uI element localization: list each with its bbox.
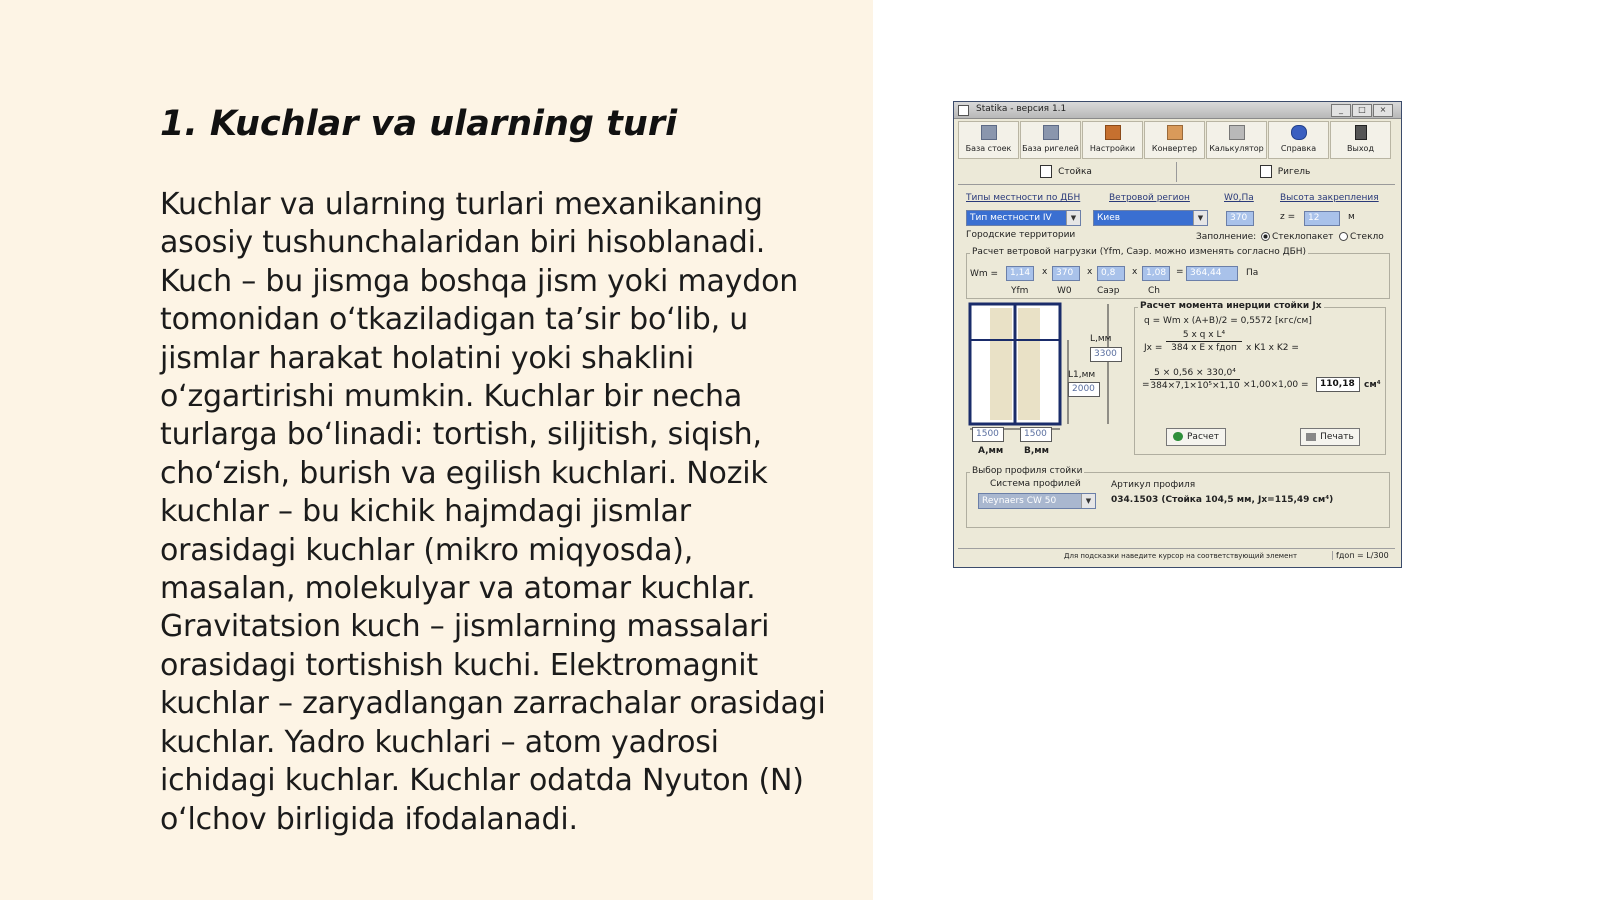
status-bar bbox=[958, 548, 1395, 564]
body-line: Kuch – bu jismga boshqa jism yoki maydon bbox=[160, 263, 799, 299]
w0-wind-field[interactable]: 370 bbox=[1052, 266, 1080, 281]
radio-selected-icon bbox=[1261, 232, 1270, 241]
body-line: tomonidan o‘tkaziladigan ta’sir bo‘lib, u bbox=[160, 302, 749, 338]
exit-icon bbox=[1355, 125, 1367, 140]
toolbar bbox=[958, 121, 1395, 159]
l-label: L,мм bbox=[1090, 334, 1112, 344]
q-formula: q = Wm x (A+B)/2 = 0,5572 [кгс/см] bbox=[1144, 316, 1312, 326]
height-link[interactable]: Высота закрепления bbox=[1280, 193, 1379, 203]
toolbar-beams-db-button[interactable]: База ригелей bbox=[1020, 121, 1081, 159]
body-line: kuchlar – bu kichik hajmdagi jismlar bbox=[160, 494, 691, 530]
wm-label: Wm = bbox=[970, 269, 999, 279]
l-field[interactable]: 3300 bbox=[1090, 347, 1122, 362]
window-titlebar[interactable] bbox=[954, 102, 1401, 119]
tab-column[interactable]: Стойка bbox=[958, 162, 1174, 182]
k-values: ×1,00×1,00 = bbox=[1243, 380, 1309, 390]
body-line: Kuchlar va ularning turlari mexanikaning bbox=[160, 187, 763, 222]
body-line: kuchlar. Yadro kuchlari – atom yadrosi bbox=[160, 724, 719, 760]
minimize-button[interactable]: _ bbox=[1331, 104, 1351, 117]
window-title: Statika - версия 1.1 bbox=[976, 104, 1067, 114]
toolbar-columns-db-button[interactable]: База стоек bbox=[958, 121, 1019, 159]
jx-unit: см⁴ bbox=[1364, 380, 1381, 390]
body-line: Gravitatsion kuch – jismlarning massalari bbox=[160, 609, 770, 645]
help-icon bbox=[1291, 125, 1307, 140]
article-value: 034.1503 (Стойка 104,5 мм, Jx=115,49 см⁴) bbox=[1111, 495, 1334, 505]
body-line: o‘zgartirishi mumkin. Kuchlar bir necha bbox=[160, 379, 743, 415]
body-line: orasidagi kuchlar (mikro miqyosda), bbox=[160, 532, 694, 568]
body-line: o‘lchov birligida ifodalanadi. bbox=[160, 801, 578, 837]
jx-label: Jx = bbox=[1144, 343, 1163, 353]
database-icon bbox=[981, 125, 997, 140]
calculate-button[interactable]: Расчет bbox=[1166, 428, 1226, 446]
toolbar-settings-button[interactable]: Настройки bbox=[1082, 121, 1143, 159]
wm-sub-w0: W0 bbox=[1057, 286, 1072, 296]
terrain-types-link[interactable]: Типы местности по ДБН bbox=[966, 193, 1081, 203]
wind-region-link[interactable]: Ветровой регион bbox=[1109, 193, 1190, 203]
profile-system-label: Система профилей bbox=[990, 479, 1081, 489]
wm-sub-caer: Саэр bbox=[1097, 286, 1120, 296]
database-icon bbox=[1043, 125, 1059, 140]
wm-sub-yfm: Yfm bbox=[1011, 286, 1029, 296]
l1-label: L1,мм bbox=[1068, 370, 1096, 380]
jx-values-fraction: 5 × 0,56 × 330,0⁴ 384×7,1×10⁵×1,10 bbox=[1150, 368, 1240, 391]
z-field[interactable]: 12 bbox=[1304, 211, 1340, 226]
statika-window bbox=[953, 101, 1402, 568]
tab-beam[interactable]: Ригель bbox=[1176, 162, 1393, 182]
close-button[interactable]: × bbox=[1373, 104, 1393, 117]
equals-sign: = bbox=[1142, 380, 1150, 390]
chevron-down-icon: ▼ bbox=[1066, 211, 1080, 225]
refresh-icon bbox=[1173, 432, 1183, 441]
body-line: orasidagi tortishish kuchi. Elektromagnit bbox=[160, 647, 758, 683]
terrain-select[interactable]: Тип местности IV ▼ bbox=[966, 210, 1081, 226]
tools-icon bbox=[1105, 125, 1121, 140]
k-tail: x K1 x K2 = bbox=[1246, 343, 1299, 353]
article-label: Артикул профиля bbox=[1111, 480, 1196, 490]
body-line: jismlar harakat holatini yoki shaklini bbox=[160, 340, 694, 376]
z-label: z = bbox=[1280, 212, 1296, 222]
status-hint: Для подсказки наведите курсор на соответствующий элемент bbox=[1064, 552, 1298, 560]
wind-region-select[interactable]: Киев ▼ bbox=[1093, 210, 1208, 226]
terrain-note: Городские территории bbox=[966, 230, 1076, 240]
w0-link[interactable]: W0,Па bbox=[1224, 193, 1254, 203]
tab-strip bbox=[958, 160, 1395, 185]
fill-option-glazing[interactable]: Стеклопакет bbox=[1259, 232, 1333, 242]
chevron-down-icon: ▼ bbox=[1193, 211, 1207, 225]
column-icon bbox=[1040, 165, 1052, 178]
multiply-sign: x bbox=[1132, 267, 1138, 277]
wind-load-group-title: Расчет ветровой нагрузки (Yfm, Саэр. можно изменять согласно ДБН) bbox=[972, 247, 1307, 257]
toolbar-converter-button[interactable]: Конвертер bbox=[1144, 121, 1205, 159]
fill-label: Заполнение: bbox=[1196, 232, 1257, 242]
radio-icon bbox=[1339, 232, 1348, 241]
a-label: A,мм bbox=[978, 446, 1004, 456]
slide-body bbox=[160, 186, 840, 839]
b-label: B,мм bbox=[1024, 446, 1049, 456]
printer-icon bbox=[1306, 433, 1316, 441]
body-line: cho‘zish, burish va egilish kuchlari. Nozik bbox=[160, 455, 768, 491]
a-field[interactable]: 1500 bbox=[972, 427, 1004, 442]
jx-formula-fraction: 5 x q x L⁴ 384 x E x fдоп bbox=[1166, 330, 1242, 353]
multiply-sign: x bbox=[1042, 267, 1048, 277]
calculator-icon bbox=[1229, 125, 1245, 140]
maximize-button[interactable]: □ bbox=[1352, 104, 1372, 117]
toolbar-help-button[interactable]: Справка bbox=[1268, 121, 1329, 159]
yfm-field[interactable]: 1,14 bbox=[1006, 266, 1034, 281]
body-line: turlarga bo‘linadi: tortish, siljitish, siqish, bbox=[160, 417, 762, 453]
fill-option-glass[interactable]: Стекло bbox=[1337, 232, 1384, 242]
z-unit: м bbox=[1348, 212, 1355, 222]
b-field[interactable]: 1500 bbox=[1020, 427, 1052, 442]
caer-field[interactable]: 0,8 bbox=[1097, 266, 1125, 281]
body-line: masalan, molekulyar va atomar kuchlar. bbox=[160, 571, 756, 607]
profile-group-title: Выбор профиля стойки bbox=[972, 466, 1083, 476]
w0-field[interactable]: 370 bbox=[1226, 211, 1254, 226]
jx-result-field: 110,18 bbox=[1316, 377, 1360, 392]
equals-sign: = bbox=[1176, 267, 1184, 277]
wm-unit: Па bbox=[1246, 268, 1259, 278]
beam-icon bbox=[1260, 165, 1272, 178]
l1-field[interactable]: 2000 bbox=[1068, 382, 1100, 397]
status-deflection-limit: fдоп = L/300 bbox=[1332, 551, 1389, 560]
print-button[interactable]: Печать bbox=[1300, 428, 1360, 446]
ch-field[interactable]: 1,08 bbox=[1142, 266, 1170, 281]
inertia-group-title: Расчет момента инерции стойки Jx bbox=[1140, 301, 1322, 311]
wm-result-field: 364,44 bbox=[1186, 266, 1238, 281]
converter-icon bbox=[1167, 125, 1183, 140]
toolbar-calculator-button[interactable]: Калькулятор bbox=[1206, 121, 1267, 159]
profile-system-select[interactable]: Reynaers CW 50 ▼ bbox=[978, 493, 1096, 509]
body-line: ichidagi kuchlar. Kuchlar odatda Nyuton (N) bbox=[160, 763, 804, 799]
multiply-sign: x bbox=[1087, 267, 1093, 277]
wm-sub-ch: Ch bbox=[1148, 286, 1160, 296]
toolbar-exit-button[interactable]: Выход bbox=[1330, 121, 1391, 159]
body-line: asosiy tushunchalaridan biri hisoblanadi. bbox=[160, 225, 766, 261]
app-icon bbox=[958, 105, 969, 116]
chevron-down-icon: ▼ bbox=[1081, 494, 1095, 508]
body-line: kuchlar – zaryadlangan zarrachalar orasidagi bbox=[160, 686, 826, 722]
slide-title: 1. Kuchlar va ularning turi bbox=[160, 104, 678, 144]
